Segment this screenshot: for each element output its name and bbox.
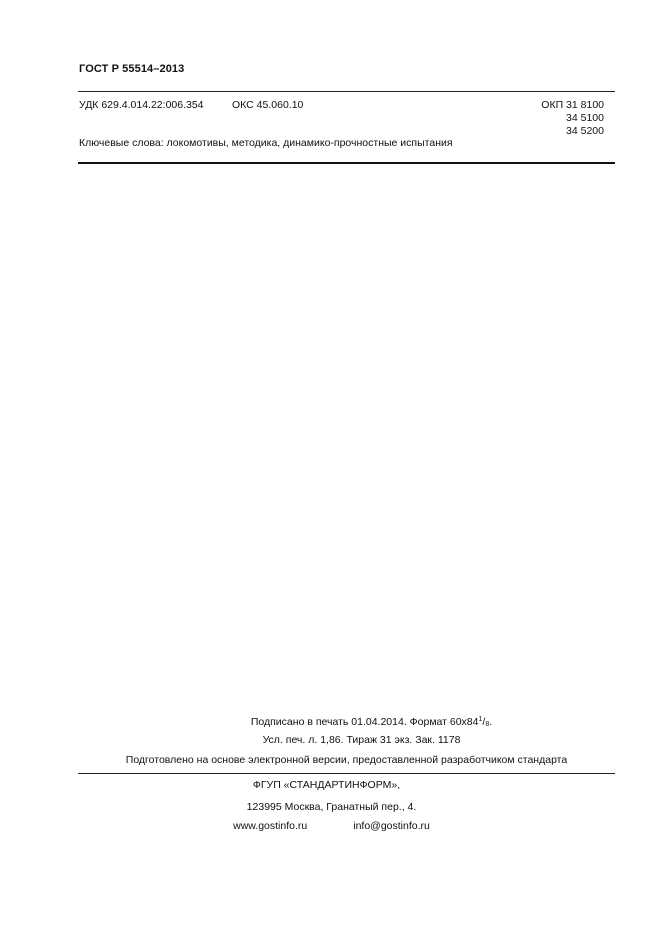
signed-for-print: Подписано в печать 01.04.2014. Формат $60х84^1/_8$. [250, 716, 493, 728]
okp-code-1: ОКП 31 8100 [541, 99, 604, 111]
okp-code-2: 34 5100 [566, 112, 604, 124]
standard-code: ГОСТ Р 55514–2013 [79, 63, 185, 75]
signed-prefix: Подписано в печать 01.04.2014. Формат 60х84 [250, 716, 479, 728]
publisher-email: info@gostinfo.ru [353, 820, 430, 832]
publisher-address: 123995 Москва, Гранатный пер., 4. [246, 801, 417, 813]
format-denominator: 8 [485, 721, 490, 728]
publisher-website: www.gostinfo.ru [233, 820, 308, 832]
prepared-note: Подготовлено на основе электронной версии, предоставленной разработчиком стандарта [125, 754, 568, 766]
print-info: Усл. печ. л. 1,86. Тираж 31 экз. Зак. 1178 [262, 734, 461, 746]
format-numerator: 1 [478, 716, 483, 723]
publisher-name: ФГУП «СТАНДАРТИНФОРМ», [252, 779, 401, 791]
okp-codes [541, 99, 604, 138]
header-divider [78, 91, 615, 92]
footer-divider [78, 773, 615, 774]
okp-code-3: 34 5200 [566, 125, 604, 137]
imprint-block [78, 712, 615, 772]
publisher-block [78, 777, 615, 834]
classification-divider [78, 162, 615, 164]
publisher-contacts [48, 818, 615, 834]
oks-code: ОКС 45.060.10 [232, 99, 304, 111]
keywords: Ключевые слова: локомотивы, методика, динамико-прочностные испытания [79, 137, 453, 149]
udk-code: УДК 629.4.014.22:006.354 [79, 99, 204, 111]
signed-suffix: . [489, 716, 493, 728]
